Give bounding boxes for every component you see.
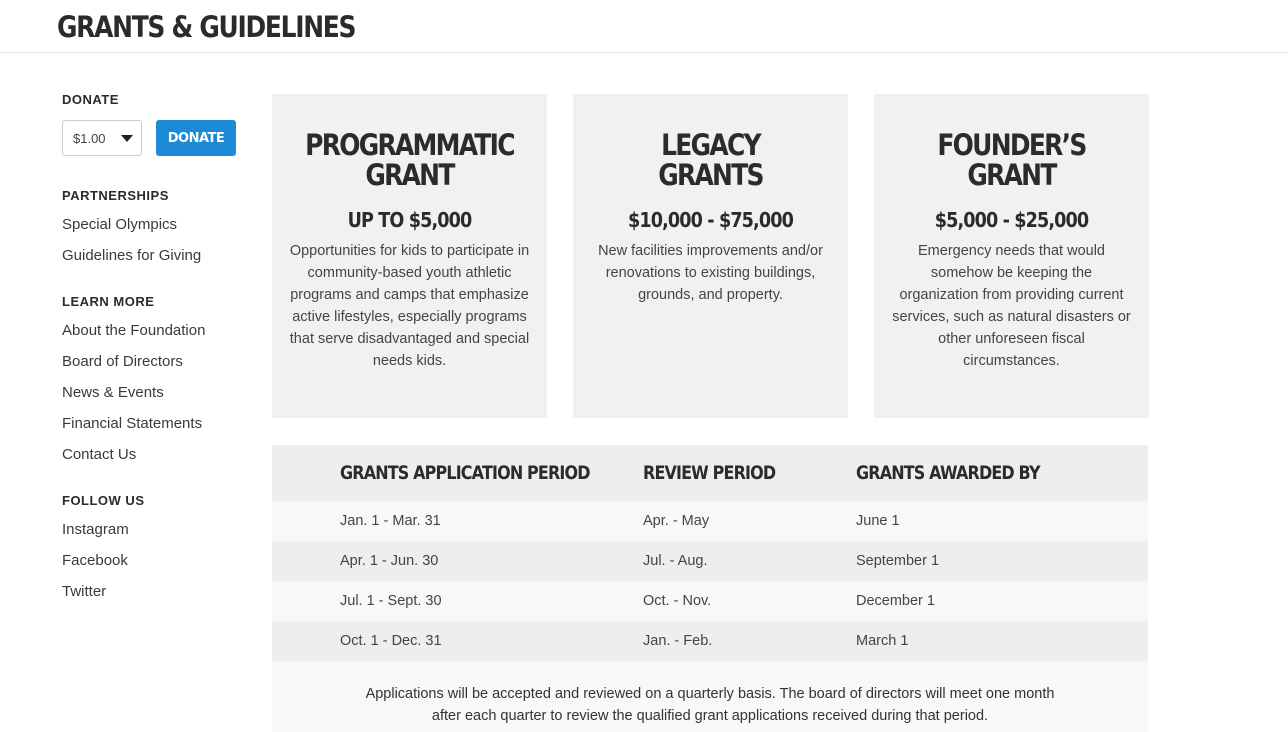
grant-card-programmatic	[272, 94, 547, 418]
table-cell: September 1	[856, 553, 940, 569]
table-cell: Jul. - Aug.	[643, 553, 708, 569]
donation-amount-select[interactable]	[62, 120, 142, 156]
sidebar-link-facebook[interactable]: Facebook	[62, 552, 128, 569]
table-cell: December 1	[856, 593, 935, 609]
donation-amount-value: $1.00	[73, 130, 106, 146]
chevron-down-icon	[121, 135, 133, 142]
column-header-review-period: REVIEW PERIOD	[643, 462, 776, 484]
schedule-note	[272, 661, 1148, 732]
grant-schedule-table	[272, 445, 1148, 732]
grant-amount: UP TO $5,000	[347, 208, 472, 232]
donate-button[interactable]: DONATE	[156, 120, 236, 156]
table-row	[272, 501, 1148, 541]
grant-title: LEGACY GRANTS	[658, 128, 763, 192]
sidebar-link-news-events[interactable]: News & Events	[62, 384, 164, 401]
table-row	[272, 621, 1148, 661]
learn-more-heading: LEARN MORE	[62, 294, 155, 309]
page-header	[0, 0, 1288, 53]
grant-amount: $10,000 - $75,000	[628, 208, 793, 232]
schedule-note-line: Applications will be accepted and reviewed on a quarterly basis. The board of directors will meet one month	[365, 686, 1055, 702]
table-cell: June 1	[856, 513, 900, 529]
sidebar-link-twitter[interactable]: Twitter	[62, 583, 107, 600]
sidebar-link-about[interactable]: About the Foundation	[62, 322, 206, 339]
column-header-application-period: GRANTS APPLICATION PERIOD	[340, 462, 590, 484]
table-cell: Jan. 1 - Mar. 31	[340, 513, 441, 529]
sidebar-link-board[interactable]: Board of Directors	[62, 353, 183, 370]
grant-card-legacy	[573, 94, 848, 418]
sidebar-link-special-olympics[interactable]: Special Olympics	[62, 216, 178, 233]
follow-us-section	[62, 493, 252, 607]
partnerships-heading: PARTNERSHIPS	[62, 188, 169, 203]
table-cell: Apr. - May	[643, 513, 710, 529]
sidebar-link-contact-us[interactable]: Contact Us	[62, 446, 137, 463]
table-row	[272, 581, 1148, 621]
grant-description: Opportunities for kids to participate in community-based youth athletic programs and camps that emphasize active lifestyles, especially programs that serve disadvantaged and special needs kids.	[289, 243, 530, 369]
sidebar-link-financial-statements[interactable]: Financial Statements	[62, 415, 203, 432]
donate-row	[62, 120, 252, 156]
schedule-note-line: after each quarter to review the qualified grant applications received during that period.	[431, 708, 989, 724]
donate-heading: DONATE	[62, 92, 119, 107]
table-cell: Oct. 1 - Dec. 31	[340, 633, 442, 649]
grant-title: PROGRAMMATIC GRANT	[305, 128, 514, 192]
sidebar	[62, 92, 252, 607]
learn-more-section	[62, 294, 252, 470]
table-cell: Oct. - Nov.	[643, 593, 712, 609]
grant-card-founders	[874, 94, 1149, 418]
page-title: GRANTS & GUIDELINES	[57, 10, 356, 44]
grant-amount: $5,000 - $25,000	[934, 208, 1089, 232]
grant-description: New facilities improvements and/or renovations to existing buildings, grounds, and property.	[598, 243, 823, 303]
table-cell: Jan. - Feb.	[643, 633, 713, 649]
sidebar-link-guidelines-for-giving[interactable]: Guidelines for Giving	[62, 247, 202, 264]
table-cell: Apr. 1 - Jun. 30	[340, 553, 439, 569]
grant-title: FOUNDER’S GRANT	[937, 128, 1086, 192]
partnerships-section	[62, 188, 252, 271]
sidebar-link-instagram[interactable]: Instagram	[62, 521, 129, 538]
table-cell: March 1	[856, 633, 909, 649]
table-row	[272, 541, 1148, 581]
table-cell: Jul. 1 - Sept. 30	[340, 593, 442, 609]
follow-us-heading: FOLLOW US	[62, 493, 145, 508]
column-header-awarded-by: GRANTS AWARDED BY	[856, 462, 1040, 484]
grant-description: Emergency needs that would somehow be keeping the organization from providing current services, such as natural disasters or other unforeseen fiscal circumstances.	[892, 243, 1131, 369]
table-header-row	[272, 445, 1148, 501]
